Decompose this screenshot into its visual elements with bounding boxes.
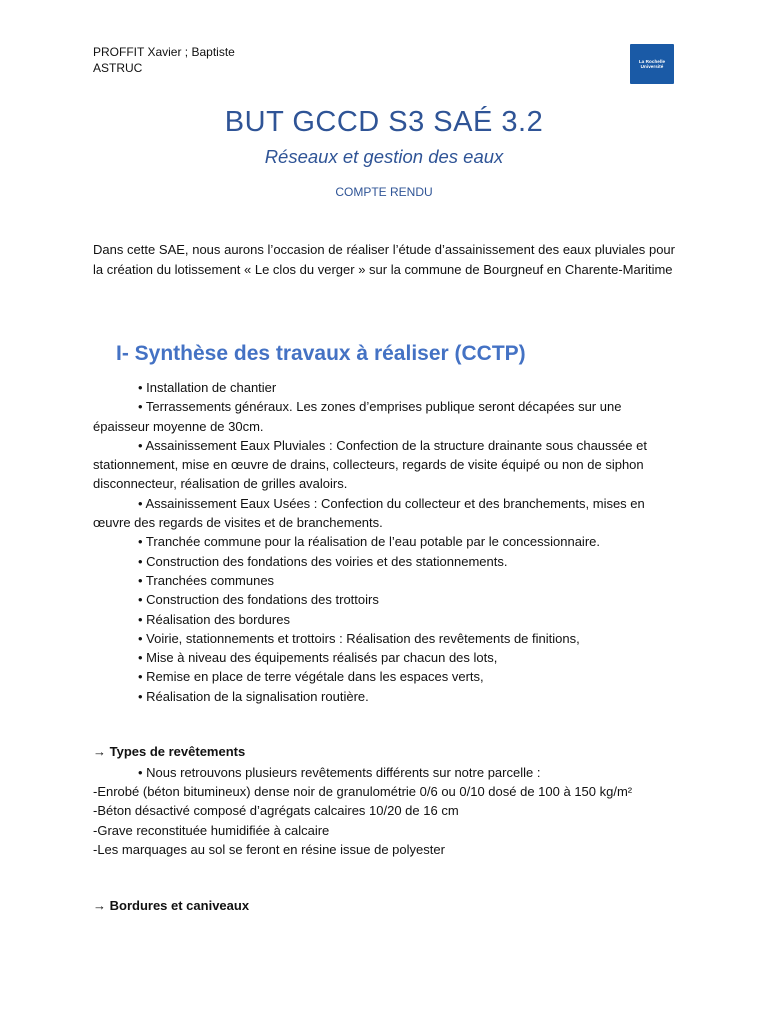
list-item: -Grave reconstituée humidifiée à calcaire [93,822,330,838]
document-title: BUT GCCD S3 SAÉ 3.2 [224,106,544,138]
logo-text-2: Université [640,64,664,69]
list-item: -Enrobé (béton bitumineux) dense noir de granulométrie 0/6 ou 0/10 dosé de 100 à 150 kg/m² [93,784,633,800]
intro-paragraph: Dans cette SAE, nous aurons l’occasion de réaliser l’étude d’assainissement des eaux pluviales pour la création du lotissement « Le clos du verger » sur la commune de Bourgneuf en Charente-Maritime [93,242,675,277]
section-heading-cctp: I- Synthèse des travaux à réaliser (CCTP) [116,342,526,365]
author-line-1: PROFFIT Xavier ; Baptiste [93,45,235,59]
authors-block [93,44,235,76]
list-item: • Remise en place de terre végétale dans les espaces verts, [138,669,484,685]
list-item: -Les marquages au sol se feront en résine issue de polyester [93,841,445,857]
cctp-bullet-list [93,378,675,706]
logo-text-1: La Rochelle [638,58,666,64]
list-item: • Réalisation de la signalisation routière. [138,688,369,704]
list-item: • Construction des fondations des voiries et des stationnements. [138,553,508,569]
list-item: • Assainissement Eaux Pluviales : Confection de la structure drainante sous chaussée et stationnement, mise en œuvre de drains, collecteurs, regards de visite équipé ou non de siphon disconnecteur, réalisation de grilles avaloirs. [93,437,647,492]
revetements-list [93,763,675,859]
list-item: • Assainissement Eaux Usées : Confection du collecteur et des branchements, mises en œuvre des regards de visites et de branchements. [93,495,645,531]
list-item: • Tranchées communes [138,572,275,588]
university-logo [630,44,674,84]
list-item: • Mise à niveau des équipements réalisés par chacun des lots, [138,650,498,666]
document-subtitle: Réseaux et gestion des eaux [264,146,504,167]
list-item: • Nous retrouvons plusieurs revêtements différents sur notre parcelle : [138,765,541,780]
author-line-2: ASTRUC [93,61,143,75]
heading-types-revetements: → Types de revêtements [93,744,246,759]
list-item: • Construction des fondations des trottoirs [138,592,379,608]
list-item: • Voirie, stationnements et trottoirs : Réalisation des revêtements de finitions, [138,630,580,646]
list-item: • Terrassements généraux. Les zones d’emprises publique seront décapées sur une épaisseur moyenne de 30cm. [93,399,622,434]
report-label: COMPTE RENDU [335,185,433,199]
heading-bordures-caniveaux: → Bordures et caniveaux [93,898,250,913]
list-item: • Tranchée commune pour la réalisation de l’eau potable par le concessionnaire. [138,534,600,550]
list-item: • Réalisation des bordures [138,611,290,627]
list-item: • Installation de chantier [138,380,277,395]
list-item: -Béton désactivé composé d’agrégats calcaires 10/20 de 16 cm [93,803,459,819]
